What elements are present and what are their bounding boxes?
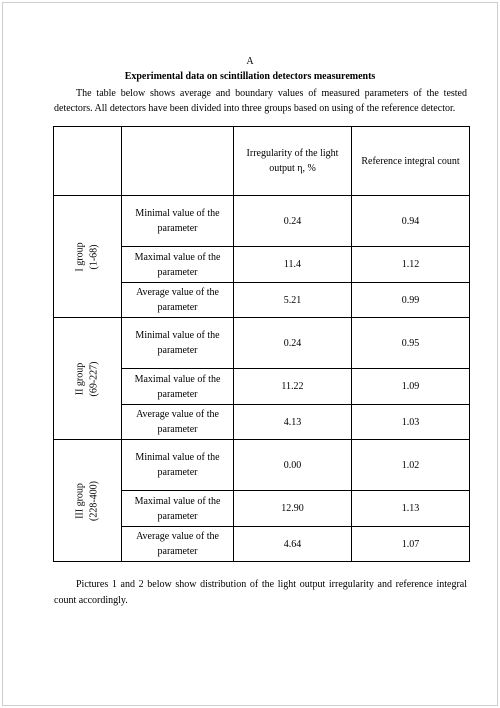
closing-paragraph: Pictures 1 and 2 below show distribution of the light output irregularity and reference integral count accordingly. [54, 579, 467, 606]
reference-value: 1.03 [352, 405, 470, 440]
group-name: I group [74, 241, 86, 272]
row-label: Maximal value of the parameter [122, 369, 234, 405]
group-range: (228-400) [88, 480, 100, 521]
header-cell-group [54, 127, 122, 196]
row-label: Average value of the parameter [122, 527, 234, 562]
intro-paragraph: The table below shows average and boundary values of measured parameters of the tested detectors. All detectors have been divided into three groups based on using of the reference detector. [54, 88, 467, 114]
row-label: Maximal value of the parameter [122, 491, 234, 527]
irregularity-value: 0.24 [234, 318, 352, 369]
document-title: Experimental data on scintillation detectors measurements [124, 71, 376, 82]
reference-value: 0.99 [352, 283, 470, 318]
table-header-row [54, 127, 470, 196]
irregularity-value: 11.4 [234, 247, 352, 283]
irregularity-value: 0.24 [234, 196, 352, 247]
measurements-table [53, 126, 470, 562]
reference-value: 0.95 [352, 318, 470, 369]
reference-value: 1.09 [352, 369, 470, 405]
reference-value: 0.94 [352, 196, 470, 247]
reference-value: 1.07 [352, 527, 470, 562]
header-cell-reference: Reference integral count [352, 127, 470, 196]
row-label: Maximal value of the parameter [122, 247, 234, 283]
reference-value: 1.12 [352, 247, 470, 283]
header-cell-irregularity: Irregularity of the light output η, % [234, 127, 352, 196]
group-name: III group [74, 482, 86, 519]
table-row [54, 440, 470, 491]
irregularity-value: 4.13 [234, 405, 352, 440]
table-row [54, 318, 470, 369]
row-label: Average value of the parameter [122, 283, 234, 318]
group-label [74, 227, 102, 286]
group-cell [54, 440, 122, 562]
appendix-letter: A [246, 56, 254, 67]
irregularity-value: 11.22 [234, 369, 352, 405]
table-row [54, 196, 470, 247]
row-label: Minimal value of the parameter [122, 440, 234, 491]
irregularity-value: 5.21 [234, 283, 352, 318]
group-name: II group [74, 362, 86, 395]
group-range: (1-68) [88, 244, 100, 269]
row-label: Minimal value of the parameter [122, 196, 234, 247]
group-label [74, 349, 102, 408]
irregularity-value: 12.90 [234, 491, 352, 527]
header-cell-parameter [122, 127, 234, 196]
reference-value: 1.02 [352, 440, 470, 491]
group-cell [54, 318, 122, 440]
reference-value: 1.13 [352, 491, 470, 527]
group-label [74, 471, 102, 530]
row-label: Average value of the parameter [122, 405, 234, 440]
group-cell [54, 196, 122, 318]
irregularity-value: 4.64 [234, 527, 352, 562]
group-range: (69-227) [88, 361, 100, 396]
row-label: Minimal value of the parameter [122, 318, 234, 369]
irregularity-value: 0.00 [234, 440, 352, 491]
